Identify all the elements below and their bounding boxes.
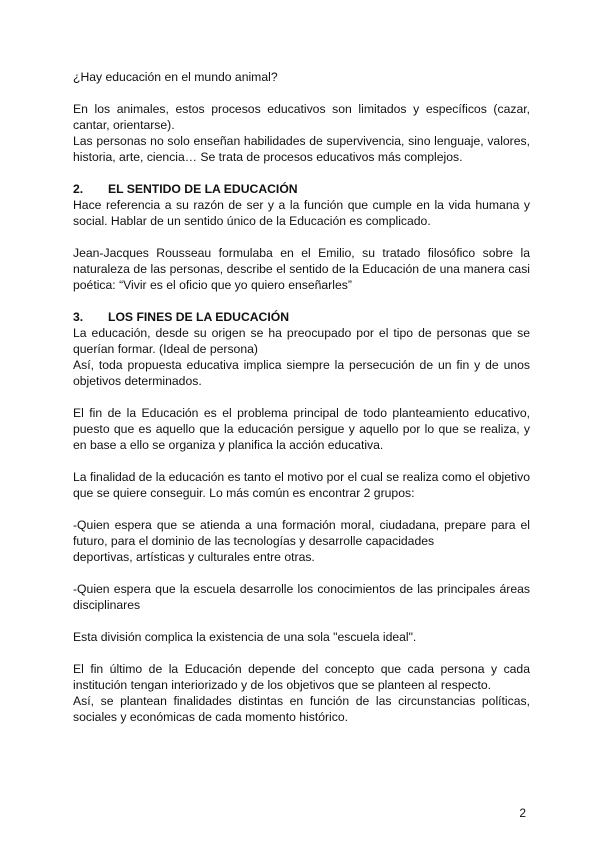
section-2-heading (73, 181, 530, 197)
question-line: ¿Hay educación en el mundo animal? (73, 70, 278, 84)
section-3-paragraph-8: El fin último de la Educación depende del concepto que cada persona y cada institución tengan interiorizado y de los objetivos que se planteen al respecto. (73, 662, 530, 692)
group-2-paragraph: -Quien espera que la escuela desarrolle los conocimientos de las principales áreas disciplinares (73, 582, 530, 612)
group-1-line-1: -Quien espera que se atienda a una formación moral, ciudadana, prepare para el (73, 518, 530, 532)
section-2-title: EL SENTIDO DE LA EDUCACIÓN (108, 182, 298, 196)
section-3-paragraph-9: Así, se plantean finalidades distintas en función de las circunstancias políticas, sociales y económicas de cada momento histórico. (73, 694, 530, 724)
section-3-paragraph-4: La finalidad de la educación es tanto el motivo por el cual se realiza como el objetivo que se quiere conseguir. Lo más común es encontrar 2 grupos: (73, 470, 530, 500)
section-3-paragraph-1: La educación, desde su origen se ha preocupado por el tipo de personas que se querían formar. (Ideal de persona) (73, 326, 530, 356)
group-1-line-3: deportivas, artísticas y culturales entre otras. (73, 550, 315, 564)
section-3-number: 3. (73, 310, 84, 324)
section-3-heading (73, 309, 530, 325)
section-2-paragraph-1: Hace referencia a su razón de ser y a la función que cumple en la vida humana y social. Hablar de un sentido único de la Educación es complicado. (73, 198, 530, 228)
section-3-paragraph-3: El fin de la Educación es el problema principal de todo planteamiento educativo, puesto que es aquello que la educación persigue y aquello por lo que se realiza, y en base a ello se organiza y planifica la acción educativa. (73, 406, 530, 452)
section-2-paragraph-2: Jean-Jacques Rousseau formulaba en el Emilio, su tratado filosófico sobre la naturaleza de las personas, describe el sentido de la Educación de una manera casi poética: “Vivir es el oficio que yo quiero enseñarles” (73, 246, 530, 292)
section-2-number: 2. (73, 182, 84, 196)
section-3-title: LOS FINES DE LA EDUCACIÓN (108, 310, 290, 324)
group-1-line-2: futuro, para el dominio de las tecnologías y desarrolle capacidades (73, 534, 435, 548)
page-body (73, 69, 530, 741)
people-paragraph: Las personas no solo enseñan habilidades de supervivencia, sino lenguaje, valores, historia, arte, ciencia… Se trata de procesos educativos más complejos. (73, 134, 530, 164)
animals-paragraph: En los animales, estos procesos educativos son limitados y específicos (cazar, cantar, orientarse). (73, 102, 530, 132)
page-number: 2 (519, 806, 526, 820)
section-3-paragraph-2: Así, toda propuesta educativa implica siempre la persecución de un fin y de unos objetivos determinados. (73, 358, 530, 388)
division-paragraph: Esta división complica la existencia de una sola "escuela ideal". (73, 630, 417, 644)
